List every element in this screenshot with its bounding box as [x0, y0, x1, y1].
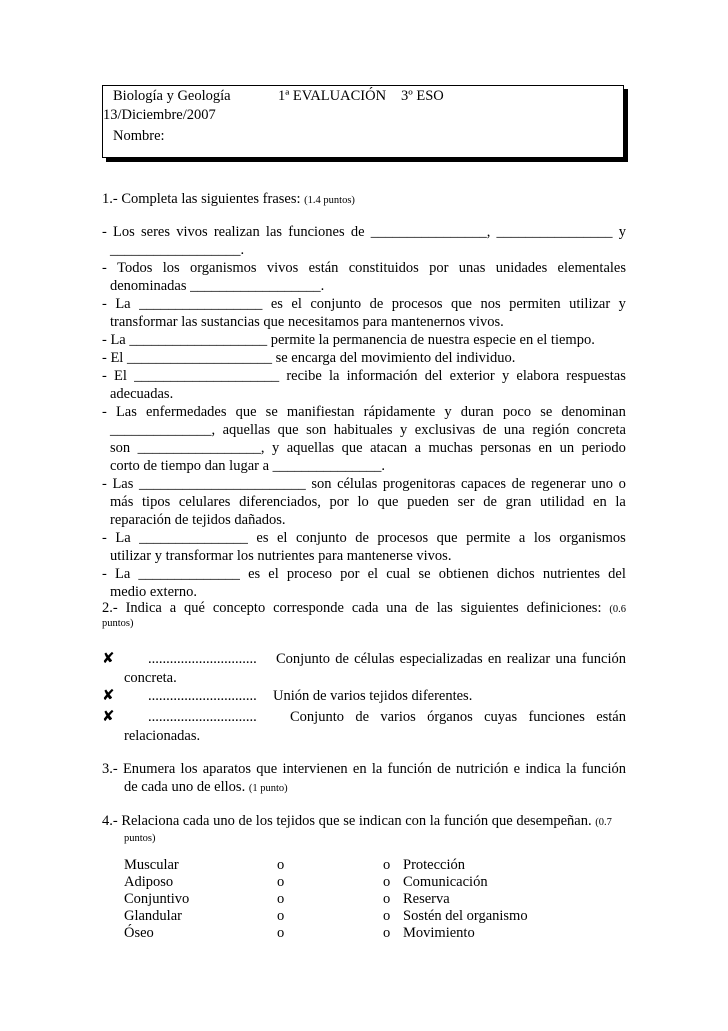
- q1-item: [102, 565, 626, 601]
- match-bullet[interactable]: o: [383, 925, 391, 941]
- q1-title: 1.- Completa las siguientes frases: (1.4 puntos): [102, 191, 355, 207]
- match-bullet[interactable]: o: [277, 925, 285, 941]
- q2-blank-3: ..............................: [148, 709, 257, 725]
- q1-item-line: - La _________________ es el conjunto de procesos que nos permiten utilizar y: [102, 296, 626, 312]
- q4-points-a: (0.7: [595, 817, 612, 828]
- q2-points-b: puntos): [102, 618, 134, 629]
- function-item: Reserva: [403, 891, 450, 907]
- q1-item: [102, 223, 626, 259]
- subject: Biología y Geología: [113, 88, 231, 104]
- q1-item: [102, 403, 626, 475]
- cross-icon: ✘: [102, 709, 115, 725]
- function-item: Protección: [403, 857, 466, 873]
- q1-item-line: - La _______________ es el conjunto de procesos que permite a los organismos: [102, 530, 626, 546]
- q1-item: [102, 529, 626, 565]
- match-bullet[interactable]: o: [277, 874, 285, 890]
- tissue-item: Conjuntivo: [124, 891, 190, 907]
- q3-points: (1 punto): [248, 783, 288, 794]
- q1-item-line: corto de tiempo dan lugar a _______________.: [110, 458, 386, 474]
- right-bullet-column: [383, 857, 390, 942]
- q1-item-line: transformar las sustancias que necesitamos para mantenernos vivos.: [110, 314, 504, 330]
- q2-blank-1: ..............................: [148, 651, 257, 667]
- tissue-item: Óseo: [124, 925, 154, 941]
- name-label: Nombre:: [113, 128, 165, 144]
- cross-icon: ✘: [102, 688, 115, 704]
- q2-def-1: Conjunto de células especializadas en realizar una función: [276, 651, 626, 667]
- q1-item-line: - Las _______________________ son células progenitoras capaces de regenerar uno o: [102, 476, 626, 492]
- q1-item-line: - Todos los organismos vivos están constituidos por unas unidades elementales: [102, 260, 626, 276]
- q1-item-line: utilizar y transformar los nutrientes para mantenerse vivos.: [110, 548, 452, 564]
- q2-points-line: [102, 613, 626, 633]
- q1-item-line: - La ______________ es el proceso por el cual se obtienen dichos nutrientes del: [102, 566, 626, 582]
- q4-points-line: [124, 828, 624, 848]
- function-item: Movimiento: [403, 925, 475, 941]
- match-bullet[interactable]: o: [277, 891, 285, 907]
- function-item: Comunicación: [403, 874, 488, 890]
- q1-item: [102, 259, 626, 295]
- left-bullet-column: [277, 857, 284, 942]
- q2-def-1-cont: concreta.: [124, 670, 177, 686]
- q1-item-line: - La ___________________ permite la permanencia de nuestra especie en el tiempo.: [102, 332, 595, 348]
- match-bullet[interactable]: o: [383, 891, 391, 907]
- q1-item-line: __________________.: [110, 242, 245, 258]
- cross-icon: ✘: [102, 651, 115, 667]
- q2-blank-2: ..............................: [148, 688, 257, 704]
- tissue-column: [124, 857, 189, 942]
- match-bullet[interactable]: o: [383, 874, 391, 890]
- q1-item: [102, 475, 626, 529]
- q1-item: [102, 349, 626, 367]
- tissue-item: Muscular: [124, 857, 179, 873]
- q1-item-line: ______________, aquellas que son habituales y exclusivas de una región concreta: [110, 422, 626, 438]
- q1-item-line: - Las enfermedades que se manifiestan rápidamente y duran poco se denominan: [102, 404, 626, 420]
- function-item: Sostén del organismo: [403, 908, 528, 924]
- q3-line-2: de cada uno de ellos. (1 punto): [124, 779, 288, 795]
- match-bullet[interactable]: o: [277, 857, 285, 873]
- q1-item: [102, 295, 626, 331]
- q1-item-line: - Los seres vivos realizan las funciones de ________________, ________________ y: [102, 224, 626, 240]
- q1-item-line: medio externo.: [110, 584, 197, 600]
- course: 3º ESO: [401, 88, 444, 104]
- exam-date: 13/Diciembre/2007: [103, 107, 216, 123]
- q1-item: [102, 331, 626, 349]
- q1-item-line: son _________________, y aquellas que atacan a muchas personas en un periodo: [110, 440, 626, 456]
- match-bullet[interactable]: o: [383, 857, 391, 873]
- q1-item-line: denominadas __________________.: [110, 278, 325, 294]
- q1-item-line: - El ____________________ recibe la información del exterior y elabora respuestas: [102, 368, 626, 384]
- evaluation: 1ª EVALUACIÓN: [278, 88, 387, 104]
- match-bullet[interactable]: o: [277, 908, 285, 924]
- q2-def-2: Unión de varios tejidos diferentes.: [273, 688, 473, 704]
- function-column: [403, 857, 528, 942]
- q1-item-line: - El ____________________ se encarga del movimiento del individuo.: [102, 350, 516, 366]
- q4-points-b: puntos): [124, 833, 156, 844]
- q2-title: 2.- Indica a qué concepto corresponde cada una de las siguientes definiciones: (0.6: [102, 600, 627, 616]
- q1-item-line: reparación de tejidos dañados.: [110, 512, 286, 528]
- q1-item-line: más tipos celulares diferenciados, por lo que pueden ser de gran utilidad en la: [110, 494, 626, 510]
- tissue-item: Glandular: [124, 908, 182, 924]
- q1-item: [102, 367, 626, 403]
- q1-points: (1.4 puntos): [304, 195, 355, 206]
- tissue-item: Adiposo: [124, 874, 174, 890]
- q4-line-1: 4.- Relaciona cada uno de los tejidos que se indican con la función que desempeñan. (0.7: [102, 813, 612, 829]
- q2-def-3-cont: relacionadas.: [124, 728, 201, 744]
- q1-item-line: adecuadas.: [110, 386, 174, 402]
- header-box: [102, 85, 624, 158]
- q2-points-a: (0.6: [609, 604, 627, 615]
- q2-def-3: Conjunto de varios órganos cuyas funciones están: [290, 709, 626, 725]
- match-bullet[interactable]: o: [383, 908, 391, 924]
- q3-line-1: 3.- Enumera los aparatos que intervienen en la función de nutrición e indica la función: [102, 761, 626, 777]
